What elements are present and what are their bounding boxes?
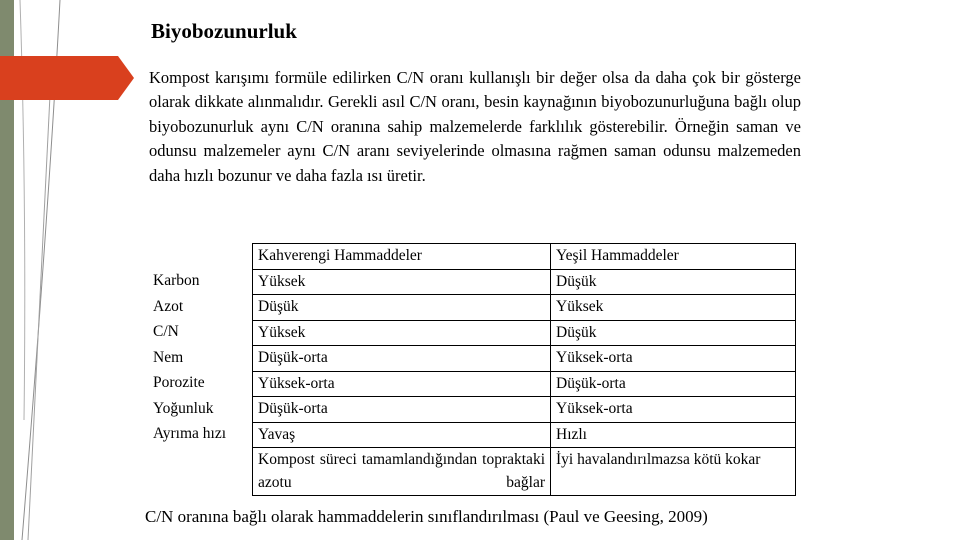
table-cell: Porozite bbox=[148, 371, 253, 397]
table-cell: Yüksek-orta bbox=[551, 346, 796, 372]
table-cell: Yoğunluk bbox=[148, 397, 253, 423]
page-title: Biyobozunurluk bbox=[151, 19, 297, 43]
table-cell: Yüksek bbox=[253, 269, 551, 295]
table-cell: Yüksek bbox=[551, 295, 796, 321]
table-cell bbox=[148, 448, 253, 496]
table-cell: Nem bbox=[148, 346, 253, 372]
table-cell bbox=[148, 244, 253, 270]
table-row bbox=[148, 448, 796, 496]
table-row bbox=[148, 269, 796, 295]
table-cell bbox=[253, 448, 551, 496]
table-cell: Düşük bbox=[551, 269, 796, 295]
table-header-row bbox=[148, 244, 796, 270]
table-caption: C/N oranına bağlı olarak hammaddelerin sınıflandırılması (Paul ve Geesing, 2009) bbox=[145, 507, 708, 526]
table-cell: Düşük bbox=[253, 295, 551, 321]
table-header-cell: Yeşil Hammaddeler bbox=[551, 244, 796, 270]
table-cell: Yüksek-orta bbox=[551, 397, 796, 423]
classification-table bbox=[148, 243, 796, 496]
table-cell: Azot bbox=[148, 295, 253, 321]
table-cell: Yüksek bbox=[253, 320, 551, 346]
table-cell-text: Kompost süreci tamamlandığından topraktaki azotu bağlar bbox=[258, 451, 545, 491]
table-cell: Düşük-orta bbox=[253, 346, 551, 372]
body-paragraph: Kompost karışımı formüle edilirken C/N oranı kullanışlı bir değer olsa da daha çok bir gösterge olarak dikkate alınmalıdır. Gerekli asıl C/N oranı, besin kaynağının biyobozunurluğuna bağlı olup biyobozunurluk aynı C/N oranına sahip malzemelerde farklılık gösterebilir. Örneğin saman ve odunsu malzemeler aynı C/N aranı seviyelerinde olmasına rağmen saman odunsu malzemeden daha hızlı bozunur ve daha fazla ısı üretir. bbox=[149, 68, 801, 185]
table-cell: Düşük-orta bbox=[551, 371, 796, 397]
table-cell: Ayrıma hızı bbox=[148, 422, 253, 448]
table-cell: Düşük bbox=[551, 320, 796, 346]
table-cell: İyi havalandırılmazsa kötü kokar bbox=[551, 448, 796, 496]
table-cell: Karbon bbox=[148, 269, 253, 295]
table-row bbox=[148, 397, 796, 423]
red-arrow-icon bbox=[0, 56, 135, 100]
table-header-cell: Kahverengi Hammaddeler bbox=[253, 244, 551, 270]
table-row bbox=[148, 371, 796, 397]
table-row bbox=[148, 295, 796, 321]
table-cell: Hızlı bbox=[551, 422, 796, 448]
table-row bbox=[148, 320, 796, 346]
table-row bbox=[148, 422, 796, 448]
table-cell: C/N bbox=[148, 320, 253, 346]
table-cell: Yavaş bbox=[253, 422, 551, 448]
table-cell: Düşük-orta bbox=[253, 397, 551, 423]
table-cell: Yüksek-orta bbox=[253, 371, 551, 397]
table-row bbox=[148, 346, 796, 372]
